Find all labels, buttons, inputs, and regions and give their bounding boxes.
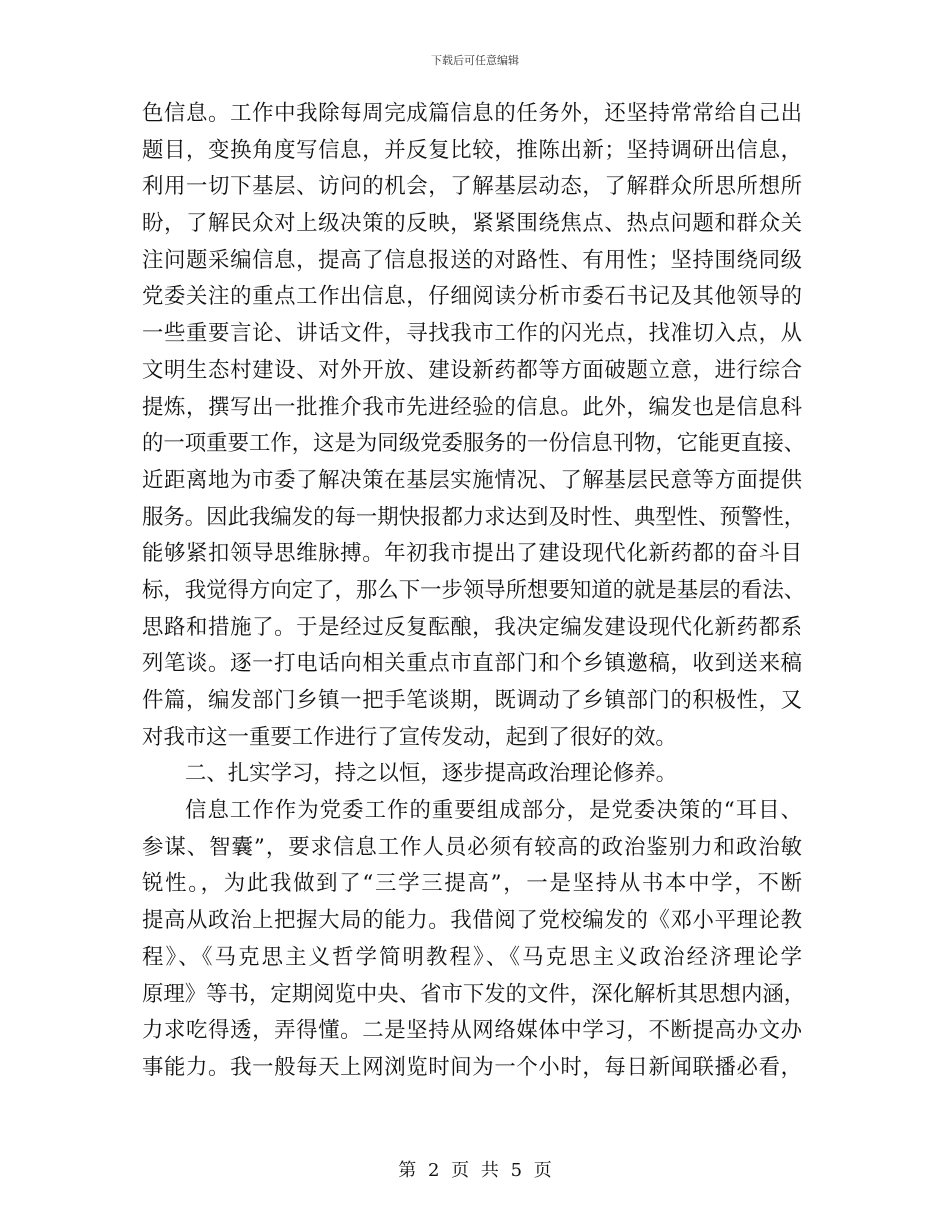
paragraph-line: 文明生态村建设、对外开放、建设新药都等方面破题立意，进行综合 — [142, 357, 802, 383]
paragraph-line: 锐性。，为此我做到了“三学三提高”，一是坚持从书本中学，不断 — [142, 871, 802, 897]
paragraph-line: 能够紧扣领导思维脉搏。年初我市提出了建设现代化新药都的奋斗目 — [142, 541, 802, 567]
paragraph-line: 盼，了解民众对上级决策的反映，紧紧围绕焦点、热点问题和群众关 — [142, 211, 802, 237]
paragraph-line: 题目，变换角度写信息，并反复比较，推陈出新；坚持调研出信息， — [142, 137, 802, 163]
paragraph-line: 一些重要言论、讲话文件，寻找我市工作的闪光点，找准切入点，从 — [142, 321, 802, 347]
paragraph-line: 信息工作作为党委工作的重要组成部分，是党委决策的“耳目、 — [185, 798, 802, 824]
paragraph-line: 原理》等书，定期阅览中央、省市下发的文件，深化解析其思想内涵， — [142, 981, 806, 1007]
paragraph-line: 思路和措施了。于是经过反复酝酿，我决定编发建设现代化新药都系 — [142, 614, 802, 640]
paragraph-line: 党委关注的重点工作出信息，仔细阅读分析市委石书记及其他领导的 — [142, 284, 802, 310]
paragraph-line: 注问题采编信息，提高了信息报送的对路性、有用性；坚持围绕同级 — [142, 247, 802, 273]
paragraph-line: 程》、《马克思主义哲学简明教程》、《马克思主义政治经济理论学 — [142, 944, 802, 970]
paragraph-line: 的一项重要工作，这是为同级党委服务的一份信息刊物，它能更直接、 — [142, 431, 806, 457]
paragraph-line: 件篇，编发部门乡镇一把手笔谈期，既调动了乡镇部门的积极性，又 — [142, 688, 802, 713]
paragraph-line: 近距离地为市委了解决策在基层实施情况、了解基层民意等方面提供 — [142, 467, 802, 493]
section-heading: 二、扎实学习，持之以恒，逐步提高政治理论修养。 — [185, 761, 677, 787]
paragraph-line: 列笔谈。逐一打电话向相关重点市直部门和个乡镇邀稿，收到送来稿 — [142, 651, 802, 677]
paragraph-line: 参谋、智囊”，要求信息工作人员必须有较高的政治鉴别力和政治敏 — [142, 834, 802, 860]
paragraph-line: 色信息。工作中我除每周完成篇信息的任务外，还坚持常常给自己出 — [142, 101, 802, 126]
paragraph-line: 提高从政治上把握大局的能力。我借阅了党校编发的《邓小平理论教 — [142, 908, 802, 934]
paragraph-line: 标，我觉得方向定了，那么下一步领导所想要知道的就是基层的看法、 — [142, 577, 806, 603]
paragraph-line: 利用一切下基层、访问的机会，了解基层动态，了解群众所思所想所 — [142, 174, 802, 200]
page-number-footer: 第 2 页 共 5 页 — [398, 1160, 552, 1181]
paragraph-line: 提炼，撰写出一批推介我市先进经验的信息。此外，编发也是信息科 — [142, 394, 802, 420]
paragraph-line: 对我市这一重要工作进行了宣传发动，起到了很好的效。 — [142, 724, 677, 750]
paragraph-line: 服务。因此我编发的每一期快报都力求达到及时性、典型性、预警性， — [142, 504, 806, 530]
body-text — [142, 96, 806, 1087]
paragraph-line: 事能力。我一般每天上网浏览时间为一个小时，每日新闻联播必看， — [142, 1054, 802, 1080]
paragraph-line: 力求吃得透，弄得懂。二是坚持从网络媒体中学习，不断提高办文办 — [142, 1018, 802, 1044]
page-header: 下载后可任意编辑 — [431, 54, 519, 67]
